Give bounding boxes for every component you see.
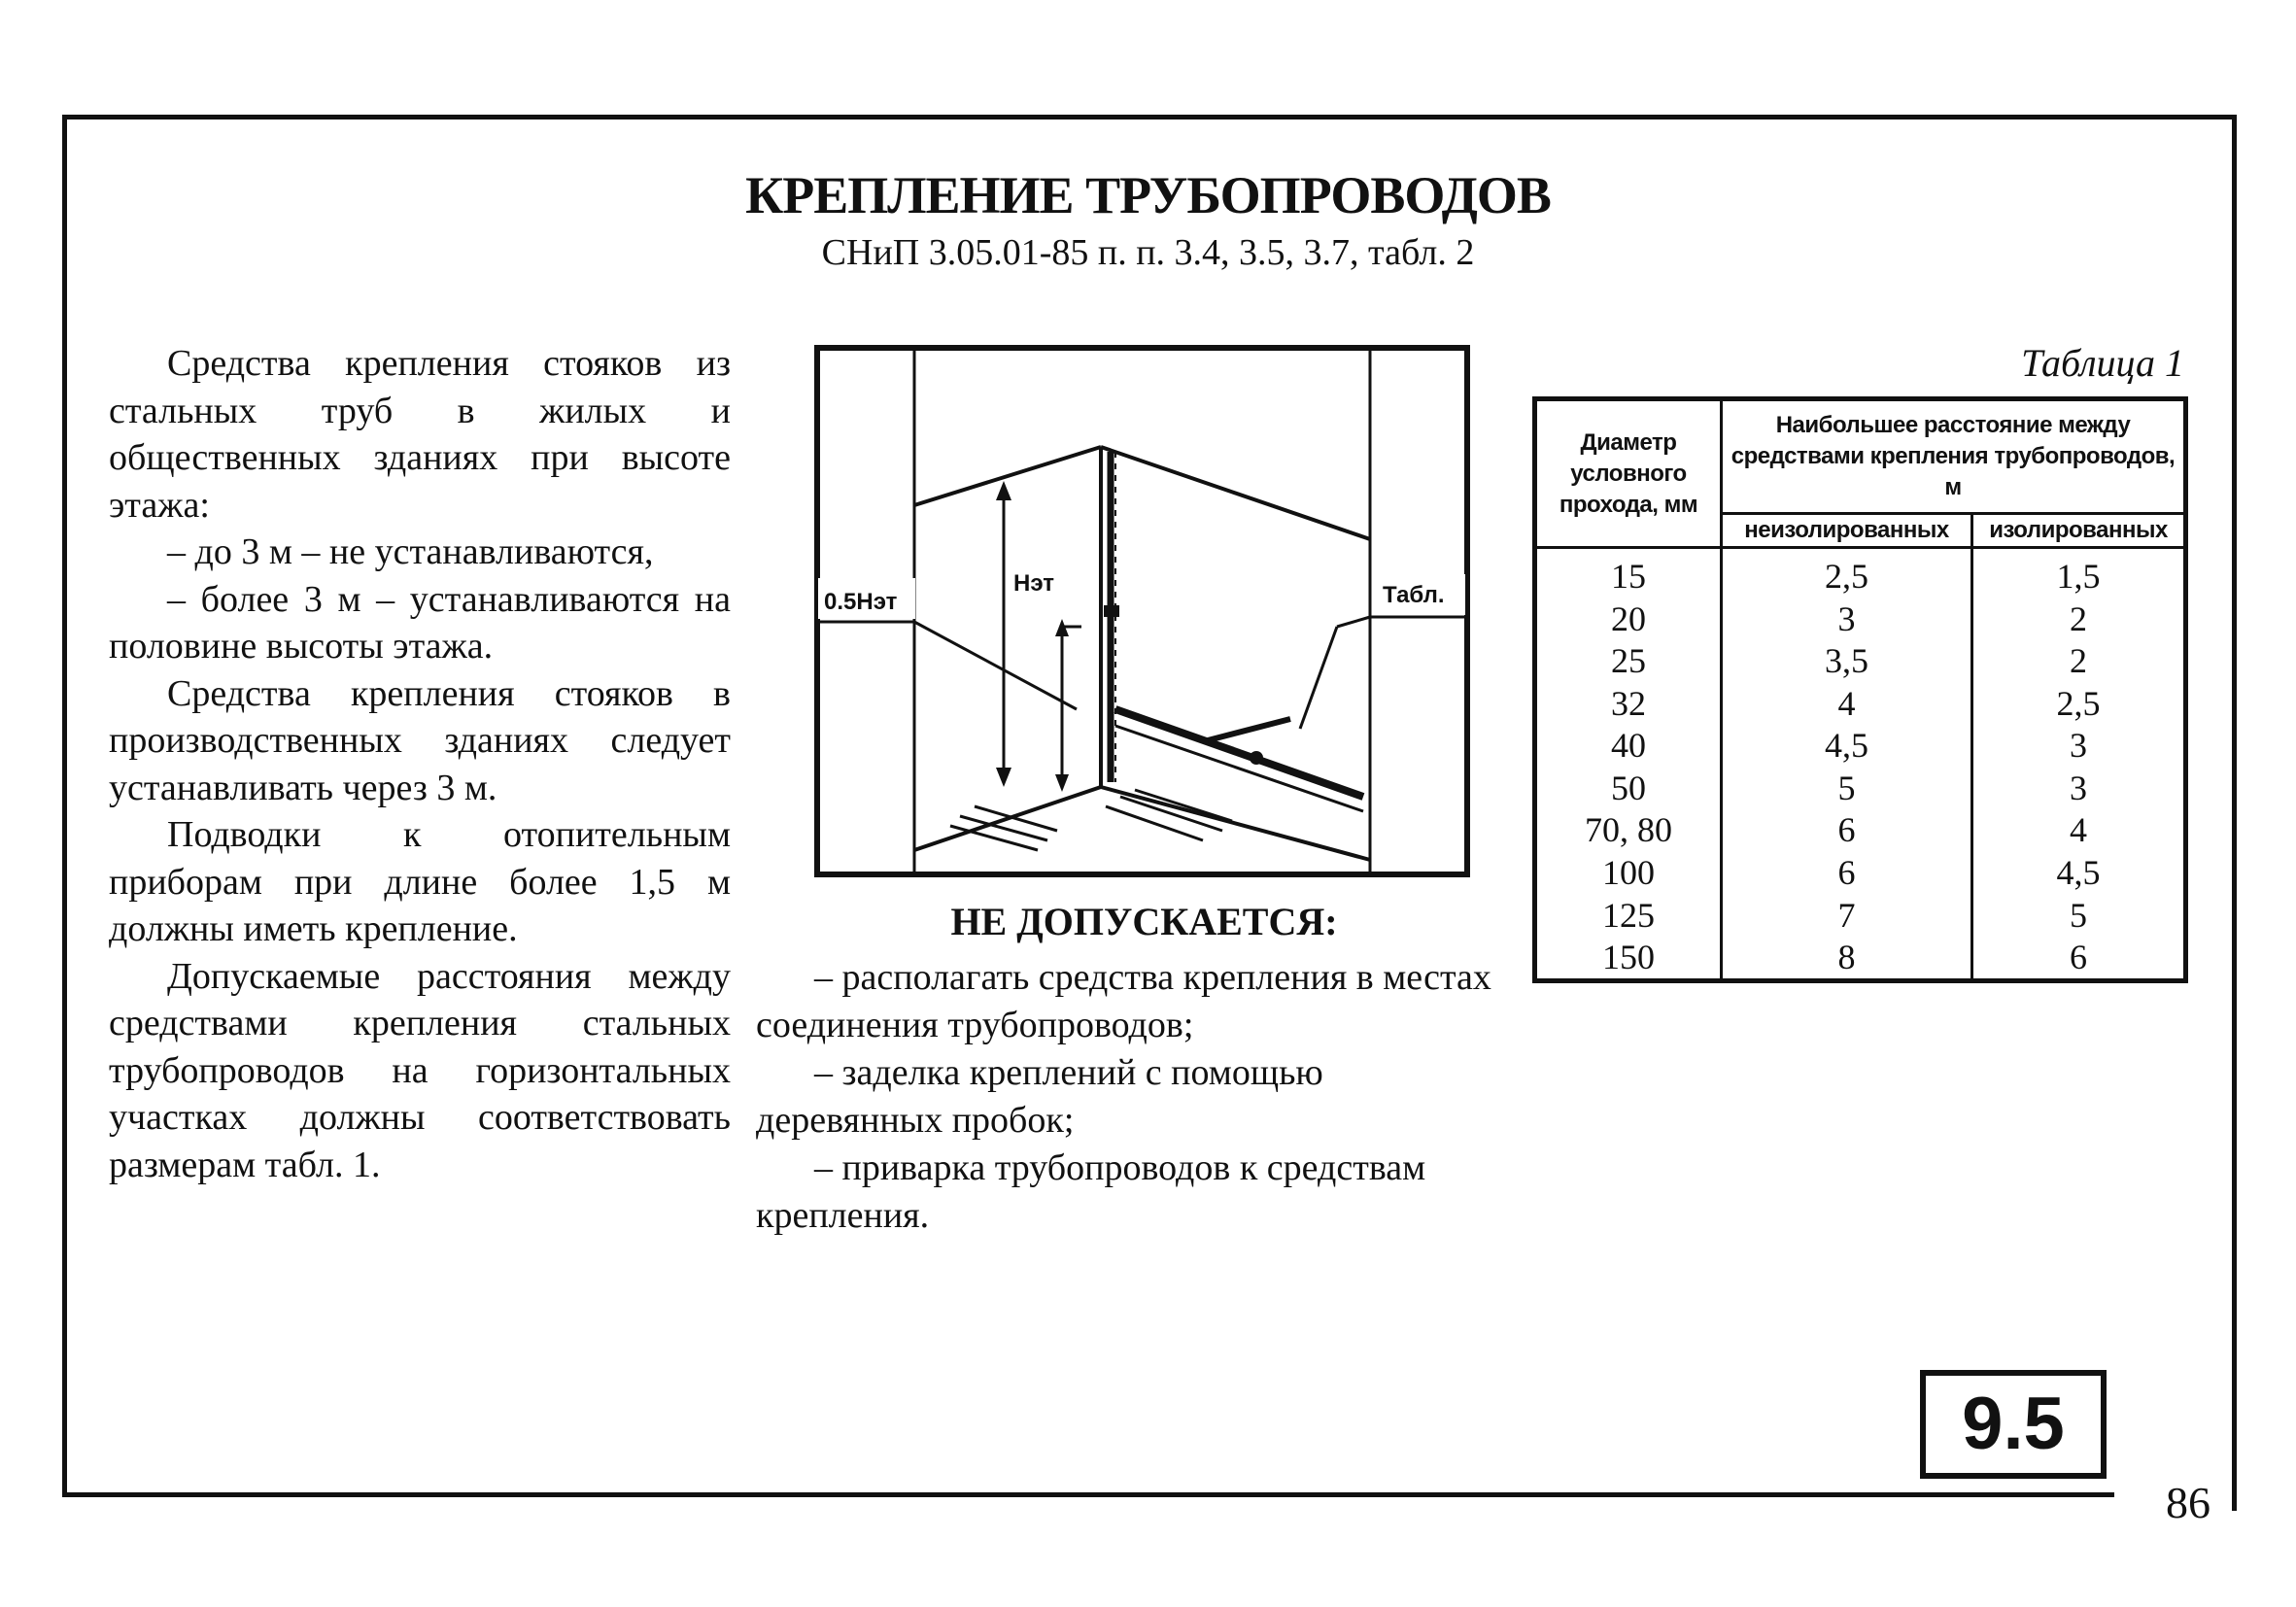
table-row: [1535, 936, 2186, 980]
table-cell-uninsulated: 7: [1722, 894, 1972, 937]
table-caption: Таблица 1: [2021, 341, 2184, 385]
table-cell-diameter: 20: [1535, 598, 1722, 640]
height-arrow-top: [996, 481, 1011, 500]
table-ref-pointer-b: [1300, 627, 1337, 729]
table-row: [1535, 851, 2186, 894]
table-cell-diameter: 150: [1535, 936, 1722, 980]
table-cell-insulated: 4: [1972, 809, 2186, 852]
table-ref-label: Табл.: [1383, 582, 1445, 608]
table-row: [1535, 894, 2186, 937]
half-height-arrow-bottom: [1055, 774, 1069, 792]
table-cell-insulated: 6: [1972, 936, 2186, 980]
pipe-horizontal-lower: [1115, 726, 1363, 811]
list-item-over-3m: – более 3 м – устанавливаются на половине высоты этажа.: [109, 578, 731, 667]
frame-tail: [2232, 1477, 2237, 1511]
table-cell-uninsulated: 3: [1722, 598, 1972, 640]
table-header-uninsulated: неизолированных: [1722, 514, 1972, 548]
table-cell-diameter: 70, 80: [1535, 809, 1722, 852]
pipe-horizontal: [1115, 709, 1363, 797]
prohibited-item: – приварка трубопроводов к средствам крепления.: [756, 1147, 1426, 1236]
table-cell-uninsulated: 4: [1722, 682, 1972, 725]
table-row: [1535, 598, 2186, 640]
table-cell-insulated: 5: [1972, 894, 2186, 937]
table-cell-diameter: 32: [1535, 682, 1722, 725]
page-number: 86: [2166, 1478, 2210, 1527]
table-cell-diameter: 50: [1535, 767, 1722, 809]
table-cell-insulated: 3: [1972, 767, 2186, 809]
table-cell-uninsulated: 6: [1722, 851, 1972, 894]
half-height-label: 0.5Нэт: [824, 589, 898, 615]
table-row: [1535, 682, 2186, 725]
table-header-distance: Наибольшее расстояние между средствами крепления трубопроводов, м: [1722, 399, 2186, 514]
table-row: [1535, 767, 2186, 809]
table-ref-pointer-a: [1337, 617, 1370, 627]
table-cell-diameter: 40: [1535, 725, 1722, 768]
table-cell-uninsulated: 6: [1722, 809, 1972, 852]
table-cell-uninsulated: 2,5: [1722, 548, 1972, 598]
table-cell-insulated: 4,5: [1972, 851, 2186, 894]
table-cell-insulated: 2,5: [1972, 682, 2186, 725]
height-arrow-bottom: [996, 768, 1011, 787]
prohibited-item: – заделка креплений с помощью деревянных пробок;: [756, 1052, 1323, 1141]
ceiling-right: [1101, 447, 1370, 539]
table-cell-uninsulated: 5: [1722, 767, 1972, 809]
page-subtitle: СНиП 3.05.01-85 п. п. 3.4, 3.5, 3.7, табл. 2: [821, 232, 1475, 273]
prohibited-list: [756, 954, 1514, 1240]
floor-right: [1101, 787, 1370, 860]
pipe-support: [1250, 751, 1263, 765]
table-cell-diameter: 15: [1535, 548, 1722, 598]
page-title: КРЕПЛЕНИЕ ТРУБОПРОВОДОВ: [745, 166, 1551, 224]
table-row: [1535, 809, 2186, 852]
table-header-diameter: Диаметр условного прохода, мм: [1535, 399, 1722, 548]
paragraph-residential: Средства крепления стояков из стальных труб в жилых и общественных зданиях при высоте этажа:: [109, 343, 731, 526]
riser-clamp: [1104, 605, 1119, 617]
table-row: [1535, 639, 2186, 682]
table-cell-uninsulated: 4,5: [1722, 725, 1972, 768]
table-container: [1532, 396, 2188, 983]
prohibited-heading: НЕ ДОПУСКАЕТСЯ:: [950, 900, 1338, 943]
bottom-rule: [62, 1492, 2114, 1497]
left-text-column: [109, 340, 731, 1188]
section-badge: 9.5: [1920, 1370, 2107, 1479]
table-cell-uninsulated: 3,5: [1722, 639, 1972, 682]
table-row: [1535, 548, 2186, 598]
list-item-under-3m: – до 3 м – не устанавливаются,: [167, 531, 654, 572]
paragraph-industrial: Средства крепления стояков в производственных зданиях следует устанавливать через 3 м.: [109, 672, 731, 808]
table-cell-insulated: 3: [1972, 725, 2186, 768]
table-header-insulated: изолированных: [1972, 514, 2186, 548]
mounting-distance-table: [1532, 396, 2188, 983]
pipe-mounting-diagram: [814, 345, 1470, 877]
half-height-line: [914, 622, 1077, 709]
paragraph-connections: Подводки к отопительным приборам при длине более 1,5 м должны иметь крепление.: [109, 814, 731, 949]
table-cell-insulated: 2: [1972, 598, 2186, 640]
paragraph-distances: Допускаемые расстояния между средствами крепления стальных трубопроводов на горизонтальных участках должны соответствовать размерам табл. 1.: [109, 955, 731, 1185]
table-cell-diameter: 25: [1535, 639, 1722, 682]
table-cell-insulated: 2: [1972, 639, 2186, 682]
table-cell-diameter: 125: [1535, 894, 1722, 937]
floor-hatching: [950, 790, 1232, 850]
table-row: [1535, 725, 2186, 768]
prohibited-item: – располагать средства крепления в местах соединения трубопроводов;: [756, 957, 1491, 1045]
table-cell-diameter: 100: [1535, 851, 1722, 894]
table-cell-uninsulated: 8: [1722, 936, 1972, 980]
table-cell-insulated: 1,5: [1972, 548, 2186, 598]
height-label: Нэт: [1013, 570, 1055, 597]
pipe-branch: [1208, 719, 1290, 740]
